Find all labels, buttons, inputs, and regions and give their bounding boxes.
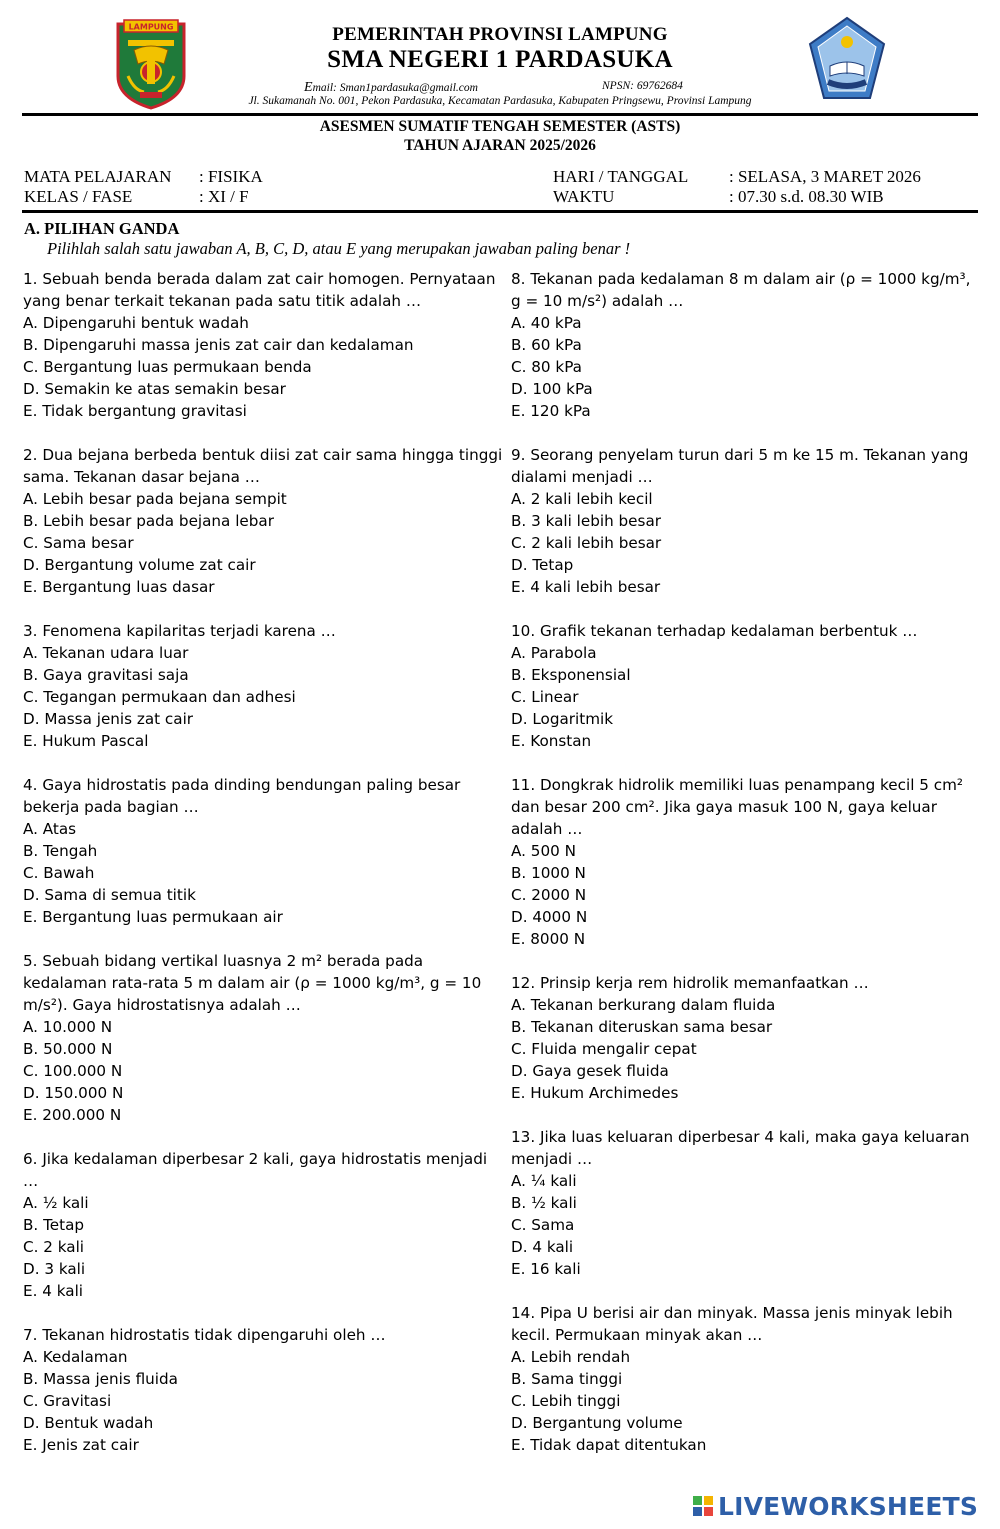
time-value: : 07.30 s.d. 08.30 WIB bbox=[729, 187, 884, 206]
question-block bbox=[511, 1302, 981, 1456]
question-block bbox=[23, 774, 503, 928]
school-address: Jl. Sukamanah No. 001, Pekon Pardasuka, Kecamatan Pardasuka, Kabupaten Pringsewu, Provinsi Lampung bbox=[248, 95, 752, 107]
answer-option: D. Logaritmik bbox=[511, 710, 614, 728]
answer-option: E. 4 kali bbox=[23, 1282, 84, 1300]
question-text: 7. Tekanan hidrostatis tidak dipengaruhi oleh … bbox=[23, 1326, 386, 1344]
answer-option: B. Tetap bbox=[23, 1216, 85, 1234]
day-label: HARI / TANGGAL bbox=[553, 167, 689, 186]
answer-option: E. 8000 N bbox=[511, 930, 586, 948]
answer-option: A. Parabola bbox=[511, 644, 597, 662]
question-text: 4. Gaya hidrostatis pada dinding bendungan paling besar bekerja pada bagian … bbox=[23, 776, 461, 816]
answer-option: A. Lebih besar pada bejana sempit bbox=[23, 490, 287, 508]
info-divider bbox=[22, 210, 978, 213]
answer-option: D. 3 kali bbox=[23, 1260, 86, 1278]
liveworksheets-brand bbox=[692, 1492, 978, 1520]
answer-option: E. Hukum Pascal bbox=[23, 732, 149, 750]
question-text: 11. Dongkrak hidrolik memiliki luas penampang kecil 5 cm² dan besar 200 cm². Jika gaya masuk 100 N, gaya keluar adalah … bbox=[511, 776, 963, 838]
answer-option: C. 100.000 N bbox=[23, 1062, 123, 1080]
answer-option: C. 2000 N bbox=[511, 886, 587, 904]
answer-option: E. Tidak bergantung gravitasi bbox=[23, 402, 247, 420]
answer-option: E. 4 kali lebih besar bbox=[511, 578, 661, 596]
question-block bbox=[23, 950, 503, 1126]
question-text: 10. Grafik tekanan terhadap kedalaman berbentuk … bbox=[511, 622, 918, 640]
school-email bbox=[304, 80, 478, 96]
answer-option: B. Tengah bbox=[23, 842, 98, 860]
answer-option: A. ½ kali bbox=[23, 1194, 89, 1212]
answer-option: B. Tekanan diteruskan sama besar bbox=[511, 1018, 773, 1036]
answer-option: A. Tekanan berkurang dalam fluida bbox=[511, 996, 776, 1014]
answer-option: C. Sama bbox=[511, 1216, 575, 1234]
question-block bbox=[511, 268, 981, 422]
question-text: 9. Seorang penyelam turun dari 5 m ke 15 m. Tekanan yang dialami menjadi … bbox=[511, 446, 969, 486]
answer-option: D. Bentuk wadah bbox=[23, 1414, 154, 1432]
answer-option: B. 1000 N bbox=[511, 864, 586, 882]
answer-option: C. Lebih tinggi bbox=[511, 1392, 621, 1410]
answer-option: B. Massa jenis fluida bbox=[23, 1370, 178, 1388]
answer-option: A. Atas bbox=[23, 820, 77, 838]
answer-option: B. 3 kali lebih besar bbox=[511, 512, 661, 530]
answer-option: A. 10.000 N bbox=[23, 1018, 113, 1036]
answer-option: A. Tekanan udara luar bbox=[23, 644, 189, 662]
answer-option: C. 2 kali lebih besar bbox=[511, 534, 662, 552]
answer-option: C. 2 kali bbox=[23, 1238, 85, 1256]
answer-option: C. Fluida mengalir cepat bbox=[511, 1040, 697, 1058]
answer-option: C. Bawah bbox=[23, 864, 95, 882]
answer-option: B. Lebih besar pada bejana lebar bbox=[23, 512, 274, 530]
question-text: 1. Sebuah benda berada dalam zat cair homogen. Pernyataan yang benar terkait tekanan pada satu titik adalah … bbox=[23, 270, 496, 310]
question-block bbox=[511, 972, 981, 1104]
answer-option: E. Jenis zat cair bbox=[23, 1436, 139, 1454]
answer-option: A. 500 N bbox=[511, 842, 576, 860]
section-instruction: Pilihlah salah satu jawaban A, B, C, D, atau E yang merupakan jawaban paling benar ! bbox=[47, 239, 631, 258]
class-label: KELAS / FASE bbox=[24, 187, 133, 206]
answer-option: C. Gravitasi bbox=[23, 1392, 112, 1410]
email-rest: mail: Sman1pardasuka@gmail.com bbox=[312, 82, 478, 94]
answer-option: A. 2 kali lebih kecil bbox=[511, 490, 653, 508]
answer-option: D. Bergantung volume bbox=[511, 1414, 683, 1432]
answer-option: C. Sama besar bbox=[23, 534, 134, 552]
question-text: 2. Dua bejana berbeda bentuk diisi zat cair sama hingga tinggi sama. Tekanan dasar bejana … bbox=[23, 446, 503, 486]
lampung-logo-text: LAMPUNG bbox=[128, 22, 174, 32]
question-block bbox=[511, 1126, 981, 1280]
questions-left-column bbox=[23, 268, 503, 1478]
section-heading: A. PILIHAN GANDA bbox=[24, 219, 180, 238]
subject-label: MATA PELAJARAN bbox=[24, 167, 172, 186]
answer-option: D. 150.000 N bbox=[23, 1084, 124, 1102]
liveworksheets-text: LIVEWORKSHEETS bbox=[718, 1491, 979, 1521]
answer-option: E. Bergantung luas permukaan air bbox=[23, 908, 283, 926]
question-text: 5. Sebuah bidang vertikal luasnya 2 m² berada pada kedalaman rata-rata 5 m dalam air (ρ = 1000 kg/m³, g = 10 m/s²). Gaya hidrostatisnya adalah … bbox=[23, 952, 482, 1014]
answer-option: D. Tetap bbox=[511, 556, 574, 574]
email-initial: E bbox=[304, 80, 313, 95]
liveworksheets-logo-icon bbox=[692, 1495, 714, 1517]
answer-option: E. Konstan bbox=[511, 732, 592, 750]
answer-option: A. Kedalaman bbox=[23, 1348, 128, 1366]
question-text: 8. Tekanan pada kedalaman 8 m dalam air (ρ = 1000 kg/m³, g = 10 m/s²) adalah … bbox=[511, 270, 971, 310]
time-label: WAKTU bbox=[553, 187, 615, 206]
answer-option: A. Lebih rendah bbox=[511, 1348, 631, 1366]
question-block bbox=[511, 444, 981, 598]
answer-option: B. ½ kali bbox=[511, 1194, 577, 1212]
question-block bbox=[23, 444, 503, 598]
header-divider bbox=[22, 113, 978, 116]
answer-option: D. 100 kPa bbox=[511, 380, 593, 398]
answer-option: C. 80 kPa bbox=[511, 358, 582, 376]
question-text: 12. Prinsip kerja rem hidrolik memanfaatkan … bbox=[511, 974, 869, 992]
answer-option: B. Sama tinggi bbox=[511, 1370, 623, 1388]
question-block bbox=[511, 774, 981, 950]
question-block bbox=[23, 620, 503, 752]
answer-option: A. Dipengaruhi bentuk wadah bbox=[23, 314, 249, 332]
day-value: : SELASA, 3 MARET 2026 bbox=[729, 167, 921, 186]
questions-right-column bbox=[511, 268, 981, 1478]
exam-title: ASESMEN SUMATIF TENGAH SEMESTER (ASTS) bbox=[319, 118, 681, 135]
question-block bbox=[23, 1324, 503, 1456]
question-text: 14. Pipa U berisi air dan minyak. Massa jenis minyak lebih kecil. Permukaan minyak akan … bbox=[511, 1304, 953, 1344]
question-block bbox=[511, 620, 981, 752]
answer-option: E. 120 kPa bbox=[511, 402, 591, 420]
answer-option: C. Tegangan permukaan dan adhesi bbox=[23, 688, 296, 706]
exam-year: TAHUN AJARAN 2025/2026 bbox=[404, 137, 596, 154]
answer-option: E. Hukum Archimedes bbox=[511, 1084, 679, 1102]
answer-option: E. 200.000 N bbox=[23, 1106, 122, 1124]
question-block bbox=[23, 268, 503, 422]
school-name: SMA NEGERI 1 PARDASUKA bbox=[327, 46, 673, 73]
answer-option: B. 60 kPa bbox=[511, 336, 582, 354]
school-emblem-icon bbox=[806, 14, 888, 106]
answer-option: B. Eksponensial bbox=[511, 666, 631, 684]
question-text: 6. Jika kedalaman diperbesar 2 kali, gaya hidrostatis menjadi … bbox=[23, 1150, 488, 1190]
answer-option: D. Semakin ke atas semakin besar bbox=[23, 380, 286, 398]
answer-option: D. Sama di semua titik bbox=[23, 886, 196, 904]
answer-option: D. 4000 N bbox=[511, 908, 588, 926]
answer-option: C. Linear bbox=[511, 688, 579, 706]
question-block bbox=[23, 1148, 503, 1302]
answer-option: D. 4 kali bbox=[511, 1238, 574, 1256]
question-text: 13. Jika luas keluaran diperbesar 4 kali, maka gaya keluaran menjadi … bbox=[511, 1128, 970, 1168]
question-text: 3. Fenomena kapilaritas terjadi karena … bbox=[23, 622, 336, 640]
answer-option: A. ¼ kali bbox=[511, 1172, 577, 1190]
answer-option: D. Bergantung volume zat cair bbox=[23, 556, 256, 574]
answer-option: E. Bergantung luas dasar bbox=[23, 578, 215, 596]
school-npsn: NPSN: 69762684 bbox=[602, 80, 683, 92]
answer-option: B. Dipengaruhi massa jenis zat cair dan kedalaman bbox=[23, 336, 414, 354]
answer-option: C. Bergantung luas permukaan benda bbox=[23, 358, 312, 376]
answer-option: E. Tidak dapat ditentukan bbox=[511, 1436, 707, 1454]
answer-option: A. 40 kPa bbox=[511, 314, 582, 332]
answer-option: D. Massa jenis zat cair bbox=[23, 710, 194, 728]
answer-option: B. Gaya gravitasi saja bbox=[23, 666, 189, 684]
answer-option: B. 50.000 N bbox=[23, 1040, 113, 1058]
answer-option: E. 16 kali bbox=[511, 1260, 581, 1278]
government-name: PEMERINTAH PROVINSI LAMPUNG bbox=[332, 24, 668, 45]
class-value: : XI / F bbox=[199, 187, 249, 206]
answer-option: D. Gaya gesek fluida bbox=[511, 1062, 669, 1080]
subject-value: : FISIKA bbox=[199, 167, 263, 186]
